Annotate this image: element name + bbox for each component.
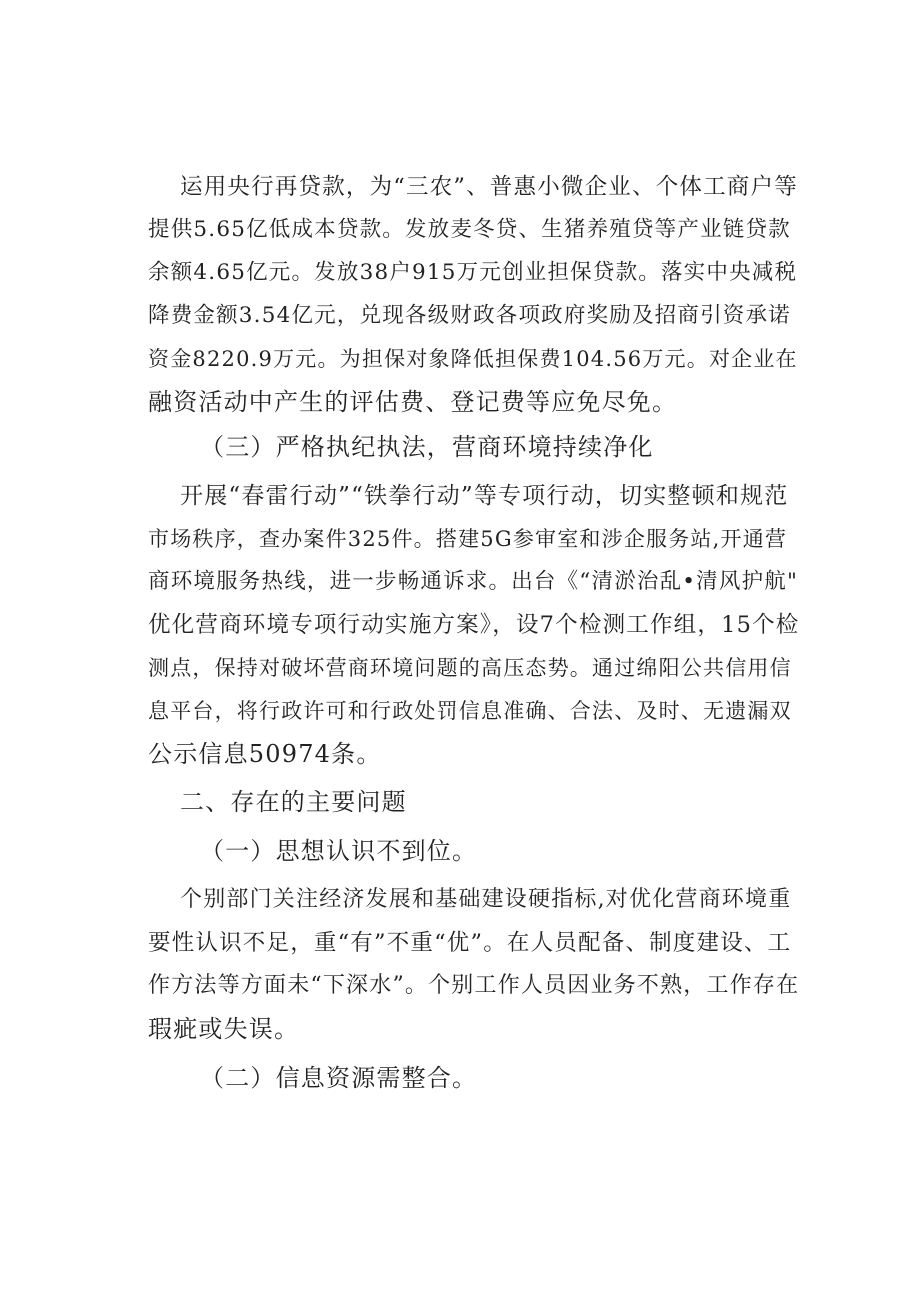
text-line: 优化营商环境专项行动实施方案》，设7个检测工作组，15个检 bbox=[148, 612, 800, 638]
text-line: 提供5.65亿低成本贷款。发放麦冬贷、生猪养殖贷等产业链贷款 bbox=[148, 217, 791, 242]
section-title: 二、存在的主要问题 bbox=[180, 788, 407, 816]
text-line: 要性认识不足，重“有”不重“优”。在人员配备、制度建设、工 bbox=[148, 930, 792, 956]
text-line: 市场秩序，查办案件325件。搭建5G参审室和涉企服务站,开通营 bbox=[148, 527, 788, 551]
section-heading: （三）严格执纪执法，营商环境持续净化 bbox=[200, 433, 654, 461]
text-line: 息平台，将行政许可和行政处罚信息准确、合法、及时、无遗漏双 bbox=[148, 699, 792, 723]
text-line: 瑕疵或失误。 bbox=[148, 1015, 300, 1043]
text-line: 开展“春雷行动”“铁拳行动”等专项行动，切实整顿和规范 bbox=[180, 483, 789, 509]
text-line: 公示信息50974条。 bbox=[148, 740, 382, 768]
text-line: 资金8220.9万元。为担保对象降低担保费104.56万元。对企业在 bbox=[148, 347, 798, 371]
text-line: 测点，保持对破坏营商环境问题的高压态势。通过绵阳公共信用信 bbox=[148, 656, 792, 680]
text-line: 降费金额3.54亿元，兑现各级财政各项政府奖励及招商引资承诺 bbox=[148, 303, 791, 328]
section-heading: （一）思想认识不到位。 bbox=[200, 837, 478, 865]
text-line: 作方法等方面未“下深水”。个别工作人员因业务不熟，工作存在 bbox=[148, 973, 800, 998]
section-heading: （二）信息资源需整合。 bbox=[200, 1064, 478, 1092]
text-line: 商环境服务热线，进一步畅通诉求。出台《“清淤治乱•清风护航" bbox=[148, 569, 799, 594]
text-line: 个别部门关注经济发展和基础建设硬指标,对优化营商环境重 bbox=[180, 887, 792, 912]
text-line: 融资活动中产生的评估费、登记费等应免尽免。 bbox=[148, 388, 678, 416]
text-line: 运用央行再贷款，为“三农”、普惠小微企业、个体工商户等 bbox=[180, 174, 798, 200]
text-line: 余额4.65亿元。发放38户915万元创业担保贷款。落实中央减税 bbox=[148, 260, 798, 285]
